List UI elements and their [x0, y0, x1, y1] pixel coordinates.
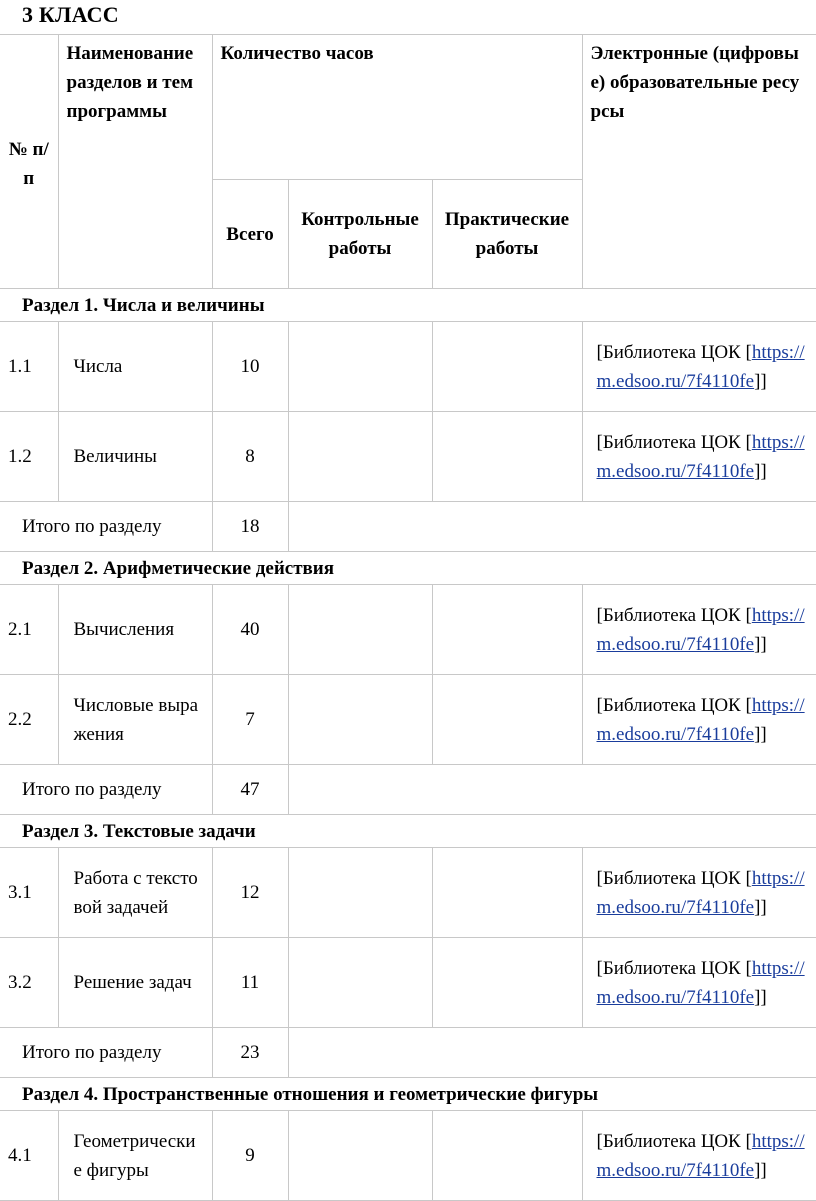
section-title: Раздел 3. Текстовые задачи: [0, 815, 816, 848]
resource-prefix: [Библиотека ЦОК [: [596, 431, 752, 453]
item-name: Работа с текстовой задачей: [58, 848, 212, 938]
section-row: [0, 815, 816, 848]
resource-link[interactable]: https://m.edsoo.ru/7f4110fe: [596, 957, 805, 1008]
resource-suffix: ]]: [754, 723, 767, 745]
header-total: Всего: [212, 180, 288, 289]
curriculum-table: [0, 34, 816, 1201]
item-tests-hours: [288, 585, 432, 675]
item-number: 1.2: [0, 412, 58, 502]
item-tests-hours: [288, 848, 432, 938]
item-resource: [582, 585, 816, 675]
item-total-hours: 11: [212, 938, 288, 1028]
item-practical-hours: [432, 675, 582, 765]
resource-prefix: [Библиотека ЦОК [: [596, 341, 752, 363]
summary-total: 18: [212, 502, 288, 552]
table-row: [0, 938, 816, 1028]
item-tests-hours: [288, 938, 432, 1028]
item-tests-hours: [288, 412, 432, 502]
table-row: [0, 675, 816, 765]
item-total-hours: 40: [212, 585, 288, 675]
summary-label: Итого по разделу: [0, 765, 212, 815]
table-row: [0, 412, 816, 502]
header-number: № п/п: [0, 35, 58, 289]
header-name: Наименование разделов и тем программы: [58, 35, 212, 289]
resource-suffix: ]]: [754, 460, 767, 482]
item-number: 2.2: [0, 675, 58, 765]
resource-prefix: [Библиотека ЦОК [: [596, 604, 752, 626]
section-summary-row: [0, 502, 816, 552]
section-row: [0, 1078, 816, 1111]
item-total-hours: 9: [212, 1111, 288, 1201]
item-tests-hours: [288, 675, 432, 765]
resource-suffix: ]]: [754, 633, 767, 655]
item-practical-hours: [432, 848, 582, 938]
table-row: [0, 585, 816, 675]
resource-link[interactable]: https://m.edsoo.ru/7f4110fe: [596, 1130, 805, 1181]
resource-link[interactable]: https://m.edsoo.ru/7f4110fe: [596, 431, 805, 482]
section-title: Раздел 1. Числа и величины: [0, 289, 816, 322]
resource-prefix: [Библиотека ЦОК [: [596, 694, 752, 716]
header-tests: Контрольные работы: [288, 180, 432, 289]
header-hours: Количество часов: [212, 35, 582, 180]
resource-prefix: [Библиотека ЦОК [: [596, 957, 752, 979]
resource-prefix: [Библиотека ЦОК [: [596, 1130, 752, 1152]
item-name: Решение задач: [58, 938, 212, 1028]
item-number: 2.1: [0, 585, 58, 675]
item-total-hours: 12: [212, 848, 288, 938]
resource-prefix: [Библиотека ЦОК [: [596, 867, 752, 889]
summary-label: Итого по разделу: [0, 1028, 212, 1078]
table-row: [0, 322, 816, 412]
item-name: Величины: [58, 412, 212, 502]
item-total-hours: 7: [212, 675, 288, 765]
item-practical-hours: [432, 412, 582, 502]
table-row: [0, 1111, 816, 1201]
summary-empty: [288, 1028, 816, 1078]
item-tests-hours: [288, 322, 432, 412]
item-resource: [582, 1111, 816, 1201]
resource-suffix: ]]: [754, 896, 767, 918]
summary-total: 47: [212, 765, 288, 815]
grade-title: 3 КЛАСС: [22, 2, 119, 27]
table-row: [0, 848, 816, 938]
section-summary-row: [0, 765, 816, 815]
section-title: Раздел 4. Пространственные отношения и геометрические фигуры: [0, 1078, 816, 1111]
resource-link[interactable]: https://m.edsoo.ru/7f4110fe: [596, 341, 805, 392]
item-resource: [582, 848, 816, 938]
summary-label: Итого по разделу: [0, 502, 212, 552]
summary-empty: [288, 502, 816, 552]
item-name: Числовые выражения: [58, 675, 212, 765]
item-total-hours: 8: [212, 412, 288, 502]
item-resource: [582, 322, 816, 412]
item-number: 3.2: [0, 938, 58, 1028]
item-name: Геометрические фигуры: [58, 1111, 212, 1201]
resource-link[interactable]: https://m.edsoo.ru/7f4110fe: [596, 694, 805, 745]
item-number: 3.1: [0, 848, 58, 938]
resource-link[interactable]: https://m.edsoo.ru/7f4110fe: [596, 867, 805, 918]
header-practical: Практические работы: [432, 180, 582, 289]
resource-suffix: ]]: [754, 986, 767, 1008]
item-tests-hours: [288, 1111, 432, 1201]
item-practical-hours: [432, 1111, 582, 1201]
summary-total: 23: [212, 1028, 288, 1078]
resource-suffix: ]]: [754, 370, 767, 392]
item-resource: [582, 412, 816, 502]
section-row: [0, 552, 816, 585]
section-summary-row: [0, 1028, 816, 1078]
item-total-hours: 10: [212, 322, 288, 412]
section-title: Раздел 2. Арифметические действия: [0, 552, 816, 585]
item-resource: [582, 938, 816, 1028]
item-number: 4.1: [0, 1111, 58, 1201]
item-practical-hours: [432, 322, 582, 412]
item-practical-hours: [432, 585, 582, 675]
summary-empty: [288, 765, 816, 815]
resource-suffix: ]]: [754, 1159, 767, 1181]
item-name: Числа: [58, 322, 212, 412]
resource-link[interactable]: https://m.edsoo.ru/7f4110fe: [596, 604, 805, 655]
item-practical-hours: [432, 938, 582, 1028]
header-row: [0, 35, 816, 180]
header-resources: Электронные (цифровые) образовательные ресурсы: [582, 35, 816, 289]
item-number: 1.1: [0, 322, 58, 412]
section-row: [0, 289, 816, 322]
item-resource: [582, 675, 816, 765]
item-name: Вычисления: [58, 585, 212, 675]
